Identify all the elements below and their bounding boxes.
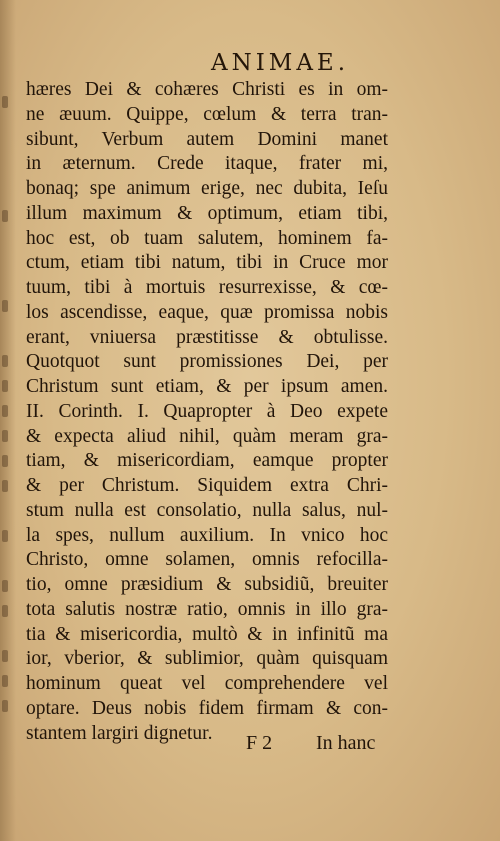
text-line: ior, vberior, & sublimior, quàm quisquam [26, 648, 388, 670]
text-line: bonaq; spe animum erige, nec dubita, Ieſu [26, 178, 388, 199]
text-line: Quotquot sunt promissiones Dei, per [26, 351, 388, 373]
text-line: hæres Dei & cohæres Christi es in om- [26, 79, 388, 100]
text-line: & per Christum. Siquidem extra Chri- [26, 475, 388, 496]
signature-mark: F 2 [246, 732, 273, 754]
body-text [26, 78, 388, 746]
text-line: optare. Deus nobis fidem firmam & con- [26, 697, 388, 719]
text-line: stum nulla est consolatio, nulla salus, nul- [26, 499, 388, 521]
page-footer [0, 732, 500, 758]
text-line: & expecta aliud nihil, quàm meram gra- [26, 425, 388, 447]
text-line: hominum queat vel comprehendere vel [26, 673, 388, 694]
text-line: Christum sunt etiam, & per ipsum amen. [26, 376, 388, 397]
text-line: la spes, nullum auxilium. In vnico hoc [26, 524, 388, 546]
text-line: sibunt, Verbum autem Domini manet [26, 128, 388, 150]
text-line: Christo, omne solamen, omnis refocilla- [26, 549, 388, 571]
text-line: in æternum. Crede itaque, frater mi, [26, 153, 388, 175]
text-line: tota salutis nostræ ratio, omnis in illo gra- [26, 598, 388, 620]
text-line: tiam, & misericordiam, eamque propter [26, 450, 388, 472]
text-line: illum maximum & optimum, etiam tibi, [26, 202, 388, 224]
text-line: tia & misericordia, multò & in infinitũ ma [26, 623, 388, 645]
text-line: ne æuum. Quippe, cœlum & terra tran- [26, 103, 388, 125]
text-line: tio, omne præsidium & subsidiũ, breuiter [26, 574, 388, 595]
catchword: In hanc [316, 732, 376, 754]
text-line: erant, vniuersa præstitisse & obtulisse. [26, 326, 388, 348]
text-line: ctum, etiam tibi natum, tibi in Cruce mor [26, 252, 388, 274]
running-head: ANIMAE. [210, 50, 350, 76]
text-line: II. Corinth. I. Quapropter à Deo expete [26, 400, 388, 422]
text-line: tuum, tibi à mortuis resurrexisse, & cœ- [26, 277, 388, 298]
text-line: los ascendisse, eaque, quæ promissa nobis [26, 301, 388, 323]
text-line: stantem largiri dignetur. [26, 722, 213, 744]
bleed-through-marks [2, 0, 12, 841]
text-line: hoc est, ob tuam salutem, hominem fa- [26, 227, 388, 249]
